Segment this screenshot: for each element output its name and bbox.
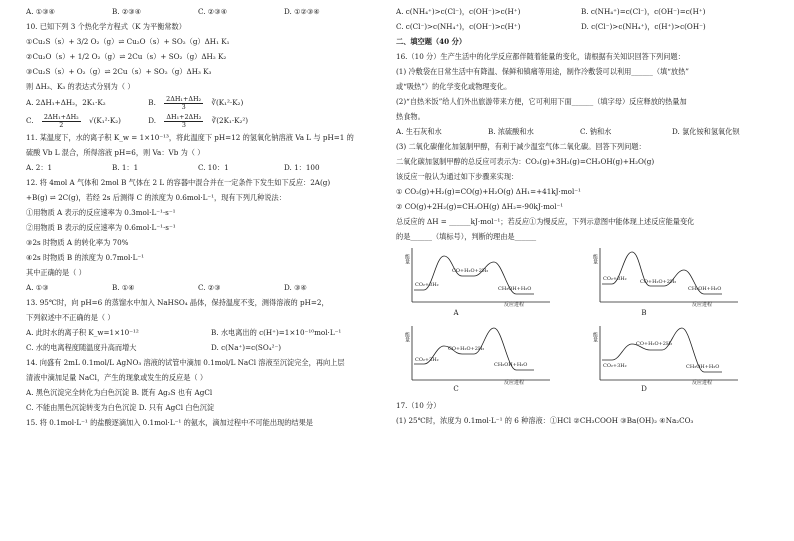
q12-options (26, 280, 378, 295)
diagram-c-label: C (453, 385, 459, 393)
y-label: 能量 (592, 254, 598, 264)
q15-option-c: C. c(Cl⁻)>c(NH₄⁺)，c(OH⁻)>c(H⁺) (396, 22, 521, 31)
energy-diagram-b (592, 246, 740, 308)
q15-option-b: B. c(NH₄⁺)=c(Cl⁻)，c(OH⁻)=c(H⁺) (581, 7, 706, 16)
q14-options-cd: C. 不能由黑色沉淀转变为白色沉淀 D. 只有 AgCl 白色沉淀 (26, 403, 215, 412)
q16-option-d: D. 氯化铵和氢氧化钡 (672, 127, 740, 136)
q10-option-c: C. $\frac{\text{2ΔH₁+ΔH₂}}{2}$ √(K₁²·K₂) (26, 112, 121, 129)
q15-option-d: D. c(Cl⁻)>c(NH₄⁺)，c(H⁺)>c(OH⁻) (581, 22, 706, 31)
option-c: C. ②③④ (198, 7, 228, 16)
x-label: 反应进程 (692, 380, 713, 386)
q15-options-ab (396, 4, 768, 19)
energy-diagram-d-svg (592, 324, 740, 384)
q14-line2: 清液中滴加足量 NaCl，产生的现象或发生的反应是（ ） (26, 373, 208, 382)
q13-option-a: A. 此时水的离子积 K_w=1×10⁻¹² (26, 328, 139, 337)
q10-b-fraction: $\frac{\text{2ΔH₁+ΔH₂}}{3}$ (166, 94, 202, 111)
start-label: CO₂+3H₂ (415, 282, 439, 288)
q12-ask: 其中正确的是（ ） (26, 268, 86, 277)
q10-eq3: ③Cu₂S（s）+ O₂（g）⇌ 2Cu（s）+ SO₂（g）ΔH₃ K₃ (26, 67, 212, 76)
q10-eq2: ②Cu₂O（s）+ 1/2 O₂（g）⇌ 2Cu（s）+ SO₂（g）ΔH₂ K₂ (26, 52, 227, 61)
q16-line2: (1) 冷敷袋在日常生活中有降温、保鲜和镇痛等用途，制作冷敷袋可以利用______（填“放热” (396, 67, 689, 76)
q12-line2: +B(g) ⇌ 2C(g)，若经 2s 后测得 C 的浓度为 0.6mol·L⁻¹，现有下列几种说法： (26, 193, 286, 202)
q16-line10: 的是______（填标号），判断的理由是______ (396, 232, 537, 241)
q14-line1: 14. 向盛有 2mL 0.1mol/L AgNO₃ 溶液的试管中滴加 0.1mol/L NaCl 溶液至沉淀完全，再向上层 (26, 358, 345, 367)
option-b: B. ②③④ (112, 7, 142, 16)
mid-label: CO+H₂O+2H₂ (636, 341, 673, 347)
energy-diagrams (396, 244, 768, 394)
x-label: 反应进程 (504, 302, 525, 308)
q16-step2: ② CO(g)+2H₂(g)=CH₃OH(g) ΔH₂=-90kJ·mol⁻¹ (396, 202, 564, 211)
diagram-a-label: A (453, 309, 459, 317)
q16-option-c: C. 钠和水 (580, 127, 612, 136)
q13-option-d: D. c(Na⁺)=c(SO₄²⁻) (211, 343, 282, 352)
end-label: CH₃OH+H₂O (498, 286, 532, 292)
q12-option-c: C. ②③ (198, 283, 221, 292)
diagram-d-label: D (641, 385, 647, 393)
start-label: CO₂+3H₂ (603, 276, 627, 282)
prev-question-options (26, 4, 378, 19)
diagram-b-label: B (641, 309, 647, 317)
q11-line2: 硫酸 Vb L 混合，所得溶液 pH=6，则 Va：Vb 为（ ） (26, 148, 205, 157)
q13-option-b: B. 水电离出的 c(H⁺)=1×10⁻¹⁰mol·L⁻¹ (211, 328, 342, 337)
q11-option-c: C. 10：1 (198, 163, 229, 172)
x-label: 反应进程 (504, 380, 525, 386)
q16-options (396, 124, 768, 139)
end-label: CH₃OH+H₂O (686, 364, 720, 370)
q10-option-d: D. $\frac{\text{ΔH₁+2ΔH₂}}{3}$ ∛(2K₁·K₂²) (148, 112, 249, 129)
x-label: 反应进程 (692, 302, 713, 308)
y-label: 能量 (404, 254, 410, 264)
left-column (26, 4, 378, 430)
q11-options (26, 160, 378, 175)
option-d: D. ①②③④ (284, 7, 320, 16)
q11-line1: 11. 某温度下，水的离子积 K_w = 1×10⁻¹³，将此温度下 pH=12 的氢氧化钠溶液 Va L 与 pH=1 的 (26, 133, 354, 142)
q15-option-a: A. c(NH₄⁺)>c(Cl⁻)，c(OH⁻)>c(H⁺) (396, 7, 521, 16)
q15-options-cd (396, 19, 768, 34)
right-column (396, 4, 768, 428)
q16-option-b: B. 浓硫酸和水 (488, 127, 534, 136)
q16-line8: 该反应一般认为通过如下步骤来实现： (396, 172, 519, 181)
q17-line1: (1) 25℃时，浓度为 0.1mol·L⁻¹ 的 6 种溶液：①HCl ②CH₃COOH ③Ba(OH)₂ ④Na₂CO₃ (396, 416, 694, 425)
q17-title: 17.（10 分） (396, 401, 441, 410)
mid-label: CO+H₂O+2H₂ (448, 346, 485, 352)
q16-line7: 二氧化碳加氢制甲醇的总反应可表示为：CO₂(g)+3H₂(g)=CH₃OH(g)+H₂O(g) (396, 157, 655, 166)
q11-option-a: A. 2：1 (26, 163, 53, 172)
q12-option-a: A. ①③ (26, 283, 49, 292)
q12-statement-4: ④2s 时物质 B 的浓度为 0.7mol·L⁻¹ (26, 253, 145, 262)
q11-option-b: B. 1：1 (112, 163, 139, 172)
mid-label: CO+H₂O+2H₂ (452, 268, 489, 274)
energy-diagram-a-svg (404, 246, 552, 306)
q10-options-cd (26, 112, 378, 130)
q16-step1: ① CO₂(g)+H₂(g)=CO(g)+H₂O(g) ΔH₁=+41kJ·mol⁻¹ (396, 187, 581, 196)
start-label: CO₂+3H₂ (603, 363, 627, 369)
q16-line5: 热食物。 (396, 112, 425, 121)
mid-label: CO+H₂O+2H₂ (640, 279, 677, 285)
option-a: A. ①③④ (26, 7, 56, 16)
energy-diagram-c (404, 324, 552, 386)
energy-diagram-c-svg (404, 324, 552, 384)
q16-line4: (2)“自热米饭”给人们外出旅游带来方便，它可利用下面______（填字母）反应释放的热量加 (396, 97, 687, 106)
q12-option-d: D. ③④ (284, 283, 307, 292)
start-label: CO₂+3H₂ (415, 357, 439, 363)
q13-line2: 下列叙述中不正确的是（ ） (26, 313, 115, 322)
q16-line3: 或“吸热”）的化学变化或物理变化。 (396, 82, 512, 91)
q13-option-c: C. 水的电离程度随温度升高而增大 (26, 343, 137, 352)
q16-line6: (3) 二氧化碳催化加氢制甲醇，有利于减少温室气体二氧化碳。回答下列问题： (396, 142, 646, 151)
end-label: CH₃OH+H₂O (494, 362, 528, 368)
y-label: 能量 (592, 332, 598, 342)
section-heading: 二、填空题（40 分） (396, 37, 467, 46)
q12-option-b: B. ①④ (112, 283, 135, 292)
q15-line1: 15. 将 0.1mol·L⁻¹ 的盐酸逐滴加入 0.1mol·L⁻¹ 的氨水，滴加过程中不可能出现的结果是 (26, 418, 313, 427)
q10-eq1: ①Cu₂S（s）+ 3/2 O₂（g）⇌ Cu₂O（s）+ SO₂（g）ΔH₁ K₁ (26, 37, 230, 46)
q12-line1: 12. 将 4mol A 气体和 2mol B 气体在 2 L 的容器中混合并在一定条件下发生如下反应：2A(g) (26, 178, 331, 187)
q14-options-ab: A. 黑色沉淀完全转化为白色沉淀 B. 既有 Ag₂S 也有 AgCl (26, 388, 213, 397)
q10-options-ab (26, 94, 378, 112)
q10-stem: 10. 已知下列 3 个热化学方程式（K 为平衡常数） (26, 22, 186, 31)
q13-line1: 13. 95℃时，向 pH=6 的蒸馏水中加入 NaHSO₄ 晶体，保持温度不变，测得溶液的 pH=2， (26, 298, 329, 307)
q13-options-cd (26, 340, 378, 355)
end-label: CH₃OH+H₂O (688, 286, 722, 292)
q10-c-fraction: $\frac{\text{2ΔH₁+ΔH₂}}{2}$ (43, 112, 79, 129)
q11-option-d: D. 1：100 (284, 163, 320, 172)
q10-d-fraction: $\frac{\text{ΔH₁+2ΔH₂}}{3}$ (166, 112, 202, 129)
q12-statement-1: ①用物质 A 表示的反应速率为 0.3mol·L⁻¹·s⁻¹ (26, 208, 176, 217)
energy-diagram-a (404, 246, 552, 308)
q16-line1: 16.（10 分）生产生活中的化学反应都伴随着能量的变化，请根据有关知识回答下列问题： (396, 52, 685, 61)
q10-option-b: B. $\frac{\text{2ΔH₁+ΔH₂}}{3}$ ∛(K₁²·K₂) (148, 94, 244, 111)
energy-diagram-d (592, 324, 740, 386)
y-label: 能量 (404, 332, 410, 342)
q12-statement-3: ③2s 时物质 A 的转化率为 70% (26, 238, 129, 247)
q13-options-ab (26, 325, 378, 340)
q12-statement-2: ②用物质 B 表示的反应速率为 0.6mol·L⁻¹·s⁻¹ (26, 223, 176, 232)
q10-option-a: A. 2ΔH₁+ΔH₂，2K₁·K₂ (26, 98, 106, 107)
q16-option-a: A. 生石灰和水 (396, 127, 442, 136)
q10-ask: 则 ΔH₃、K₃ 的表达式分别为（ ） (26, 82, 135, 91)
q16-line9: 总反应的 ΔH = ______kJ·mol⁻¹；若反应①为慢反应，下列示意图中能体现上述反应能量变化 (396, 217, 695, 226)
